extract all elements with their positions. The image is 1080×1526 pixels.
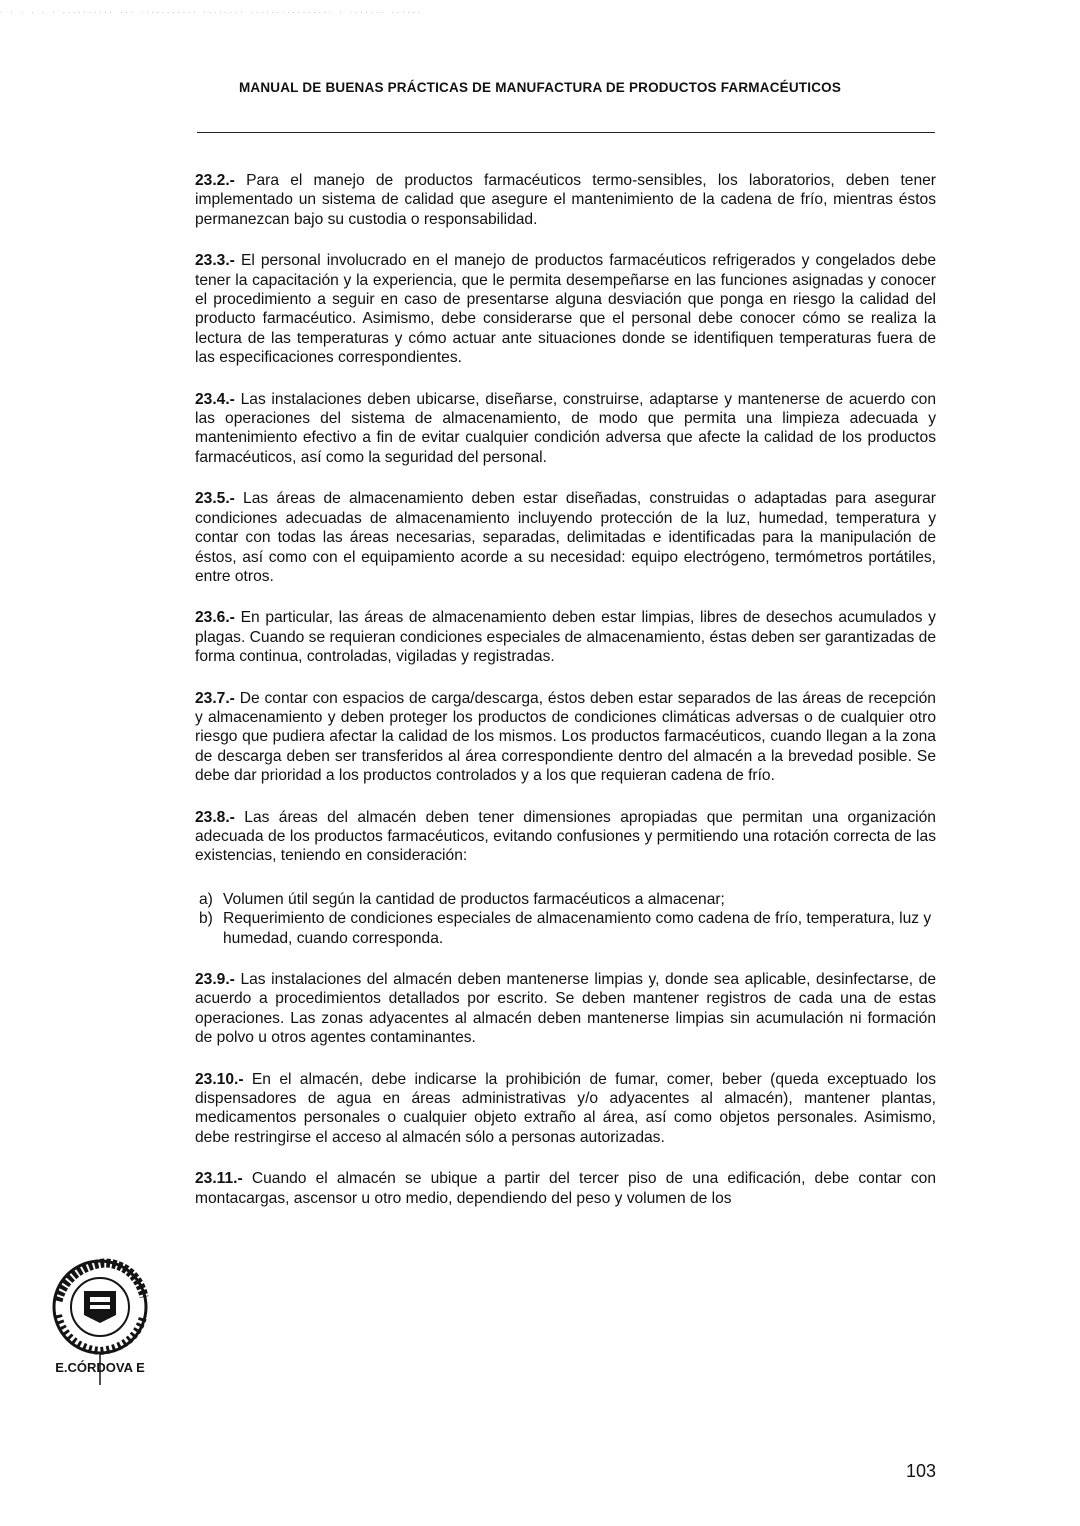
official-seal-stamp [44,1257,156,1387]
section-number: 23.5.- [195,490,235,508]
section-23-7 [195,689,936,786]
considerations-list [195,890,936,948]
section-number: 23.7.- [195,689,235,707]
section-number: 23.4.- [195,390,235,408]
seal-graphic [44,1257,156,1387]
section-text: El personal involucrado en el manejo de productos farmacéuticos refrigerados y congelados debe tener la capacitación y la experiencia, que le permita desempeñarse en las funciones asignadas y conocer el procedimiento a seguir en caso de presentarse alguna desviación que ponga en riesgo la calidad del producto farmacéutico. Asimismo, debe considerarse que el personal debe conocer cómo se realiza la lectura de las temperaturas y cómo actuar ante situaciones donde se identifiquen temperaturas fuera de las especificaciones correspondientes. [195,252,936,367]
section-text: Para el manejo de productos farmacéuticos termo-sensibles, los laboratorios, deben tener implementado un sistema de calidad que asegure el mantenimiento de la cadena de frío, mientras éstos permanezcan bajo su custodia o responsabilidad. [195,172,936,228]
scan-artifact-noise: . . . . . . .......... ... ........... ........ ................ . ....... ...... [0,6,424,15]
section-23-4 [195,390,936,468]
section-text: Las áreas de almacenamiento deben estar diseñadas, construidas o adaptadas para asegurar condiciones adecuadas de almacenamiento incluyendo protección de la luz, humedad, temperatura y contar con todas las áreas necesarias, separadas, delimitadas e identificadas para la manipulación de éstos, así como con el equipamiento acorde a su necesidad: equipo electrógeno, termómetros portátiles, entre otros. [195,490,936,585]
section-text: Cuando el almacén se ubique a partir del tercer piso de una edificación, debe contar con montacargas, ascensor u otro medio, dependiendo del peso y volumen de los [195,1170,936,1207]
header-divider [197,132,935,133]
section-number: 23.3.- [195,252,235,270]
section-text: Las instalaciones deben ubicarse, diseñarse, construirse, adaptarse y mantenerse de acuerdo con las operaciones del sistema de almacenamiento, de modo que permita una limpieza adecuada y mantenimiento efectivo a fin de evitar cualquier condición adversa que afecte la calidad de los productos farmacéuticos, así como la seguridad del personal. [195,390,937,466]
section-number: 23.6.- [195,609,235,627]
list-marker: a) [199,890,213,908]
page-number: 103 [905,1461,936,1481]
section-text: Las áreas del almacén deben tener dimensiones apropiadas que permitan una organización adecuada de los productos farmacéuticos, evitando confusiones y permitiendo una rotación correcta de las existencias, teniendo en consideración: [195,808,936,865]
section-23-6 [195,608,936,666]
list-item [195,909,936,948]
section-23-11 [195,1169,936,1208]
list-item-text: Volumen útil según la cantidad de productos farmacéuticos a almacenar; [223,890,725,908]
section-23-10 [195,1070,936,1148]
section-23-3 [195,251,936,367]
section-text: En particular, las áreas de almacenamiento deben estar limpias, libres de desechos acumulados y plagas. Cuando se requieran condiciones especiales de almacenamiento, éstas deben ser garantizadas de forma continua, controladas, vigiladas y registradas. [195,609,936,666]
section-number: 23.2.- [195,172,235,189]
section-number: 23.9.- [195,971,235,988]
list-item [195,890,936,909]
section-number: 23.10.- [195,1070,244,1088]
section-23-2 [195,171,936,229]
section-23-8 [195,808,936,866]
running-header: MANUAL DE BUENAS PRÁCTICAS DE MANUFACTURA DE PRODUCTOS FARMACÉUTICOS [238,80,842,95]
section-23-5 [195,489,936,586]
stamp-signature-name: E.CÓRDOVA E [55,1360,145,1375]
list-marker: b) [199,910,213,928]
page-body [195,171,936,1230]
section-23-9 [195,970,936,1048]
section-text: De contar con espacios de carga/descarga, éstos deben estar separados de las áreas de recepción y almacenamiento y deben proteger los productos de condiciones climáticas adversas o de cualquier otro riesgo que pudiera afectar la calidad de los mismos. Los productos farmacéuticos, cuando llegan a la zona de descarga deben ser transferidos al área correspondiente dentro del almacén a la brevedad posible. Se debe dar prioridad a los productos controlados y a los que requieran cadena de frío. [195,689,936,785]
section-number: 23.8.- [195,808,235,826]
list-item-text: Requerimiento de condiciones especiales de almacenamiento como cadena de frío, temperatura, luz y humedad, cuando corresponda. [223,910,932,947]
section-text: En el almacén, debe indicarse la prohibición de fumar, comer, beber (queda exceptuado los dispensadores de agua en áreas administrativas y/o adyacentes al almacén), mantener plantas, medicamentos personales o cualquier objeto extraño al área, así como objetos personales. Asimismo, debe restringirse el acceso al almacén sólo a personas autorizadas. [195,1070,936,1146]
section-number: 23.11.- [195,1170,243,1188]
section-text: Las instalaciones del almacén deben mantenerse limpias y, donde sea aplicable, desinfectarse, de acuerdo a procedimientos detallados por escrito. Se deben mantener registros de cada una de estas operaciones. Las zonas adyacentes al almacén deben mantenerse limpias sin acumulación ni formación de polvo u otros agentes contaminantes. [195,971,936,1047]
